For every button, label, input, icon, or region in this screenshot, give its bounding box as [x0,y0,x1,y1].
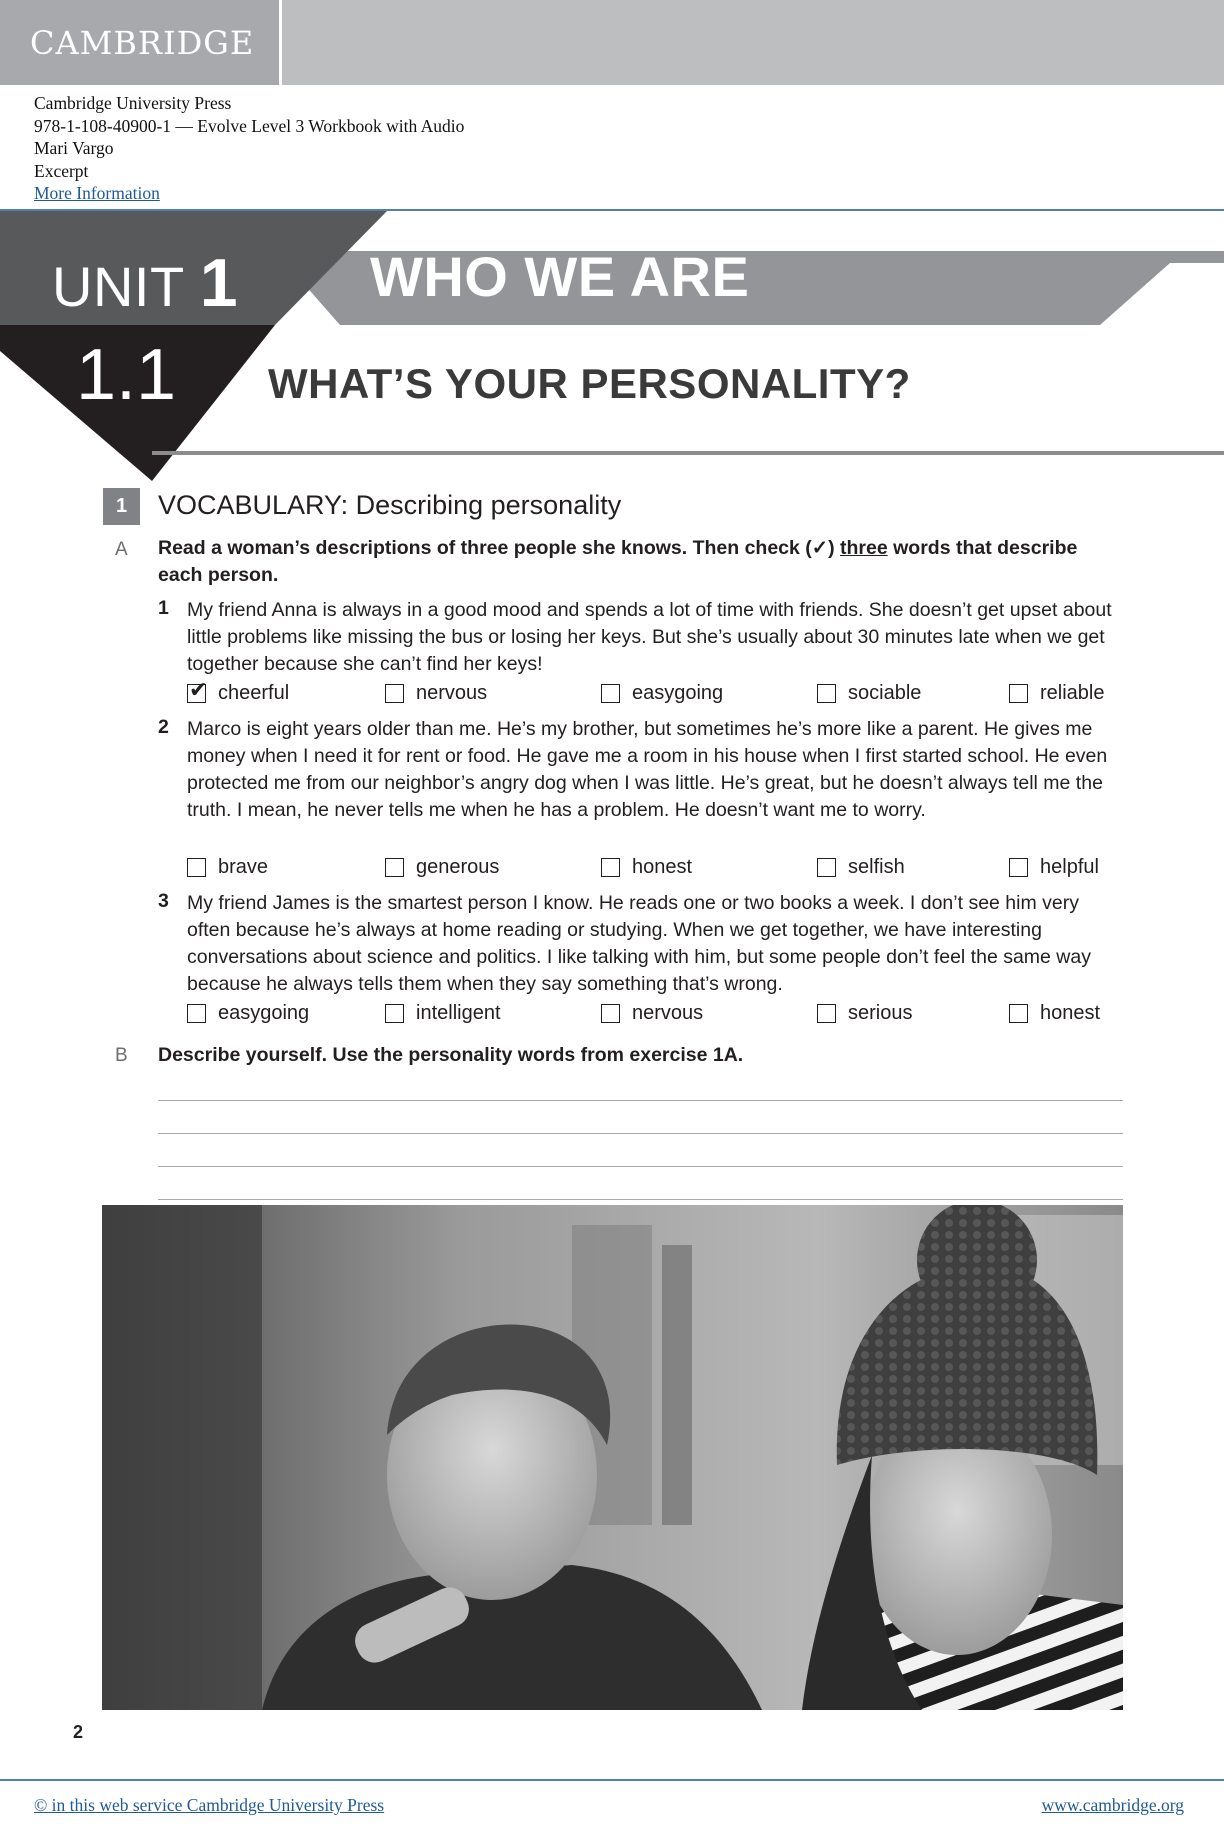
unit-word: UNIT [52,255,184,318]
answer-line[interactable] [158,1133,1123,1134]
option-label: nervous [416,682,488,704]
answer-line[interactable] [158,1100,1123,1101]
option-generous[interactable] [385,856,499,879]
option-selfish[interactable] [817,856,905,879]
checkbox[interactable] [385,1004,404,1023]
checkbox[interactable] [187,677,208,703]
website-link[interactable]: www.cambridge.org [1041,1795,1184,1815]
option-label: easygoing [218,1002,310,1024]
option-label: selfish [848,856,905,878]
photo-illustration [102,1205,1123,1710]
lesson-title: WHAT’S YOUR PERSONALITY? [268,360,911,407]
instruction-text-after: words that describe each person. [158,537,1078,586]
option-nervous[interactable] [385,682,487,705]
option-brave[interactable] [187,856,268,879]
copyright-link[interactable]: © in this web service Cambridge University Press [34,1795,385,1815]
brand-bar [0,0,1224,85]
option-easygoing[interactable] [601,682,723,705]
option-serious[interactable] [817,1002,912,1025]
option-nervous[interactable] [601,1002,703,1025]
author-name: Mari Vargo [34,138,114,158]
isbn-title: 978-1-108-40900-1 — Evolve Level 3 Workbook with Audio [34,115,465,136]
option-label: cheerful [218,682,290,704]
checkbox[interactable] [385,684,404,703]
checkbox[interactable] [817,1004,836,1023]
instruction-underlined-word: three [840,537,888,559]
option-label: honest [632,856,693,878]
option-label: serious [848,1002,913,1024]
item-1-text: My friend Anna is always in a good mood and spends a lot of time with friends. She doesn’t get upset about little problems like missing the bus or losing her keys. But she’s usually about 30 minutes late when we get together because she can’t find her keys! [187,599,1112,675]
page-number: 2 [73,1722,84,1742]
cambridge-logo [0,0,282,85]
section-number-badge: 1 [103,488,140,525]
option-sociable[interactable] [817,682,921,705]
unit-number: 1 [199,245,239,321]
publisher-name: Cambridge University Press [34,93,232,113]
checkbox[interactable] [187,858,206,877]
option-label: generous [416,856,500,878]
option-label: easygoing [632,682,724,704]
part-b-instruction: Describe yourself. Use the personality words from exercise 1A. [158,1044,744,1066]
option-label: sociable [848,682,922,704]
lesson-divider [152,451,1224,455]
option-label: brave [218,856,269,878]
students-photo [102,1205,1123,1710]
checkbox[interactable] [1009,858,1028,877]
item-2-options [187,856,1117,884]
lesson-number: 1.1 [76,335,177,415]
option-label: nervous [632,1002,704,1024]
checkbox[interactable] [187,1004,206,1023]
option-label: helpful [1040,856,1099,878]
answer-line[interactable] [158,1199,1123,1200]
section-title: VOCABULARY: Describing personality [158,490,622,520]
item-1-options [187,677,1117,710]
item-2-text: Marco is eight years older than me. He’s my brother, but sometimes he’s more like a parent. He gives me money when I need it for rent or food. He gave me a room in his house when I first started school. He even protected me from our neighbor’s angry dog when I was little. He’s great, but he doesn’t always tell me the truth. I mean, he never tells me when he has a problem. He doesn’t want me to worry. [187,718,1108,821]
item-3-options [187,1002,1117,1030]
option-helpful[interactable] [1009,856,1099,879]
part-a-instruction [158,535,1098,589]
item-3-text: My friend James is the smartest person I know. He reads one or two books a week. I don’t see him very often because he’s always at home reading or studying. When we get together, we have interesting conversations about science and politics. I like talking with him, but some people don’t feel the same way because he always tells them when they say something that’s wrong. [187,892,1091,995]
option-intelligent[interactable] [385,1002,501,1025]
item-3-number: 3 [158,890,169,912]
option-honest[interactable] [601,856,692,879]
checkbox[interactable] [1009,1004,1028,1023]
checkbox[interactable] [601,1004,620,1023]
unit-title: WHO WE ARE [370,245,750,308]
item-1-number: 1 [158,597,169,619]
excerpt-label: Excerpt [34,160,89,181]
brand-text: CAMBRIDGE [30,24,255,62]
part-a-letter: A [115,539,128,560]
checkbox[interactable] [817,684,836,703]
checkbox[interactable] [817,858,836,877]
checkbox[interactable] [385,858,404,877]
option-label: intelligent [416,1002,501,1024]
instruction-text-before: Read a woman’s descriptions of three people she knows. Then check (✓) [158,537,841,559]
check-mark-icon: ✔ [189,677,208,702]
more-information-link[interactable]: More Information [34,183,160,203]
option-label: reliable [1040,682,1105,704]
part-b-letter: B [115,1045,128,1066]
unit-label [52,244,238,322]
checkbox[interactable] [601,858,620,877]
checkbox[interactable] [601,684,620,703]
checkbox[interactable] [1009,684,1028,703]
option-easygoing[interactable] [187,1002,309,1025]
publisher-info [34,92,464,205]
option-label: honest [1040,1002,1101,1024]
option-honest[interactable] [1009,1002,1100,1025]
footer-divider [0,1779,1224,1781]
item-2-number: 2 [158,716,169,738]
option-cheerful[interactable] [187,677,290,705]
answer-line[interactable] [158,1166,1123,1167]
option-reliable[interactable] [1009,682,1104,705]
